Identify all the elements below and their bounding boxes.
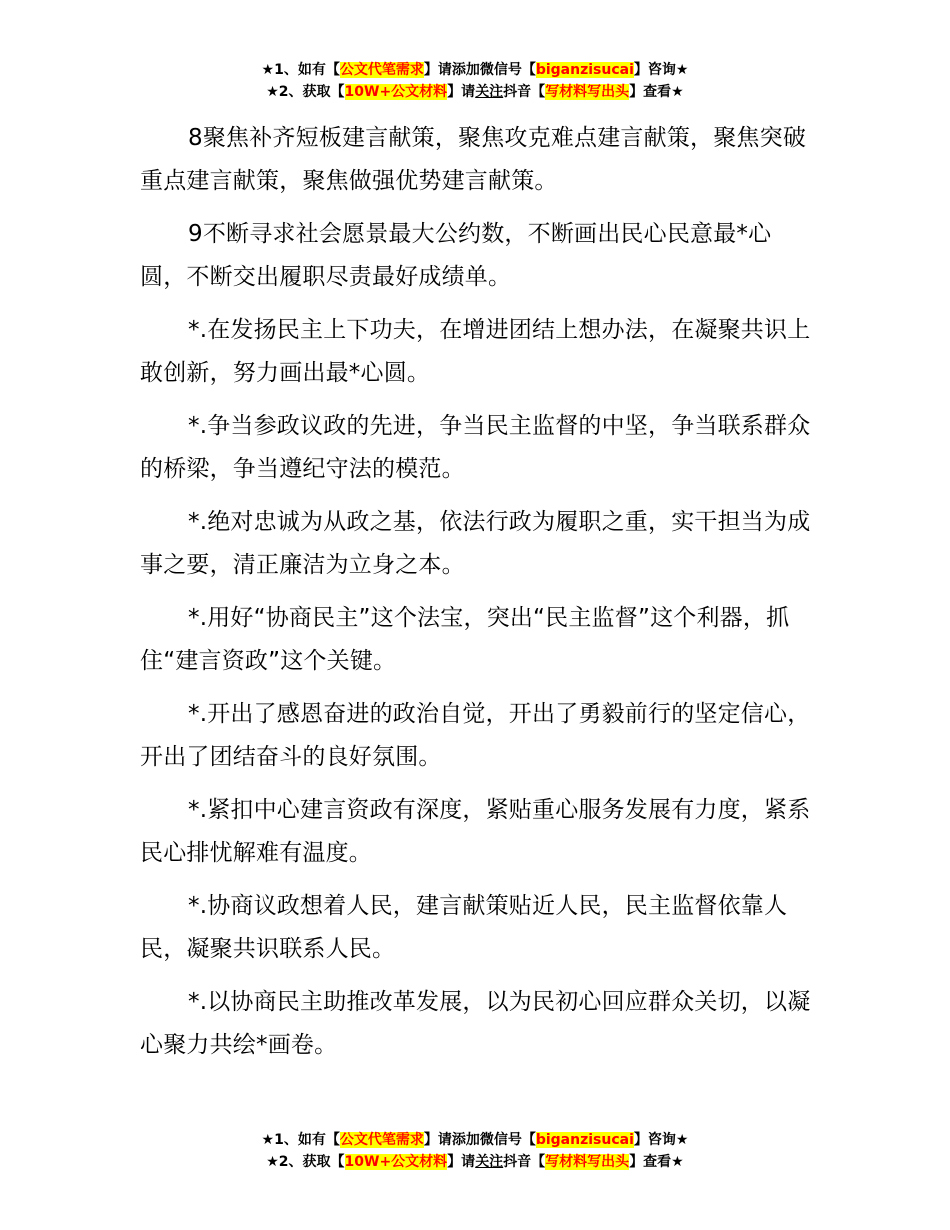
footer-line1-highlight-ghostwriting: 公文代笔需求 (339, 1132, 424, 1148)
header-line1-suffix: 】咨询★ (633, 62, 689, 78)
header-line1-highlight-wechat: biganzisucai (535, 62, 634, 78)
header-line2-mid2: 抖音【 (503, 84, 546, 100)
header-line-1 (0, 59, 950, 81)
paragraph: *.在发扬民主上下功夫，在增进团结上想办法，在凝聚共识上敢创新，努力画出最*心圆。 (140, 317, 811, 386)
footer-line1-emph: 加 (465, 1132, 480, 1148)
header-line2-underlined: 关注 (475, 84, 504, 100)
paragraph: 8聚焦补齐短板建言献策，聚焦攻克难点建言献策，聚焦突破重点建言献策，聚焦做强优势建言献策。 (140, 125, 807, 194)
footer-line2-prefix: ★2、获取【 (266, 1154, 345, 1170)
header-line1-mid2: 微信号【 (479, 62, 536, 78)
paragraph: *.用好“协商民主”这个法宝，突出“民主监督”这个利器，抓住“建言资政”这个关键。 (140, 605, 790, 674)
header-line-2 (0, 81, 950, 103)
footer-line2-highlight-materials: 10W+公文材料 (344, 1154, 448, 1170)
paragraph: *.开出了感恩奋进的政治自觉，开出了勇毅前行的坚定信心，开出了团结奋斗的良好氛围。 (140, 701, 811, 770)
paragraph: *.争当参政议政的先进，争当民主监督的中坚，争当联系群众的桥梁，争当遵纪守法的模范。 (140, 413, 811, 482)
footer-line2-underlined: 关注 (475, 1154, 504, 1170)
footer-line2-highlight-douyin: 写材料写出头 (545, 1154, 630, 1170)
header-line1-emph: 加 (465, 62, 480, 78)
header-line2-highlight-materials: 10W+公文材料 (344, 84, 448, 100)
paragraph: *.绝对忠诚为从政之基，依法行政为履职之重，实干担当为成事之要，清正廉洁为立身之本。 (140, 509, 811, 578)
paragraph: *.协商议政想着人民，建言献策贴近人民，民主监督依靠人民，凝聚共识联系人民。 (140, 893, 788, 962)
footer-banner (0, 1129, 950, 1173)
footer-line1-highlight-wechat: biganzisucai (535, 1132, 634, 1148)
header-line2-highlight-douyin: 写材料写出头 (545, 84, 630, 100)
header-line2-suffix: 】查看★ (629, 84, 684, 100)
paragraph: 9不断寻求社会愿景最大公约数，不断画出民心民意最*心圆，不断交出履职尽责最好成绩单。 (140, 221, 772, 290)
header-line1-prefix: ★1、如有【 (261, 62, 340, 78)
footer-line1-suffix: 】咨询★ (633, 1132, 689, 1148)
header-line2-prefix: ★2、获取【 (266, 84, 345, 100)
footer-line-2 (0, 1151, 950, 1173)
footer-line2-suffix: 】查看★ (629, 1154, 684, 1170)
header-line2-mid1: 】请 (447, 84, 476, 100)
footer-line1-mid2: 微信号【 (479, 1132, 536, 1148)
footer-line2-mid1: 】请 (447, 1154, 476, 1170)
document-body (140, 117, 812, 1077)
footer-line2-mid2: 抖音【 (503, 1154, 546, 1170)
header-line1-mid1: 】请添 (423, 62, 466, 78)
paragraph: *.紧扣中心建言资政有深度，紧贴重心服务发展有力度，紧系民心排忧解难有温度。 (140, 797, 811, 866)
paragraph: *.以协商民主助推改革发展，以为民初心回应群众关切，以凝心聚力共绘*画卷。 (140, 989, 811, 1058)
footer-line1-prefix: ★1、如有【 (261, 1132, 340, 1148)
footer-line-1 (0, 1129, 950, 1151)
header-banner (0, 59, 950, 103)
footer-line1-mid1: 】请添 (423, 1132, 466, 1148)
header-line1-highlight-ghostwriting: 公文代笔需求 (339, 62, 424, 78)
